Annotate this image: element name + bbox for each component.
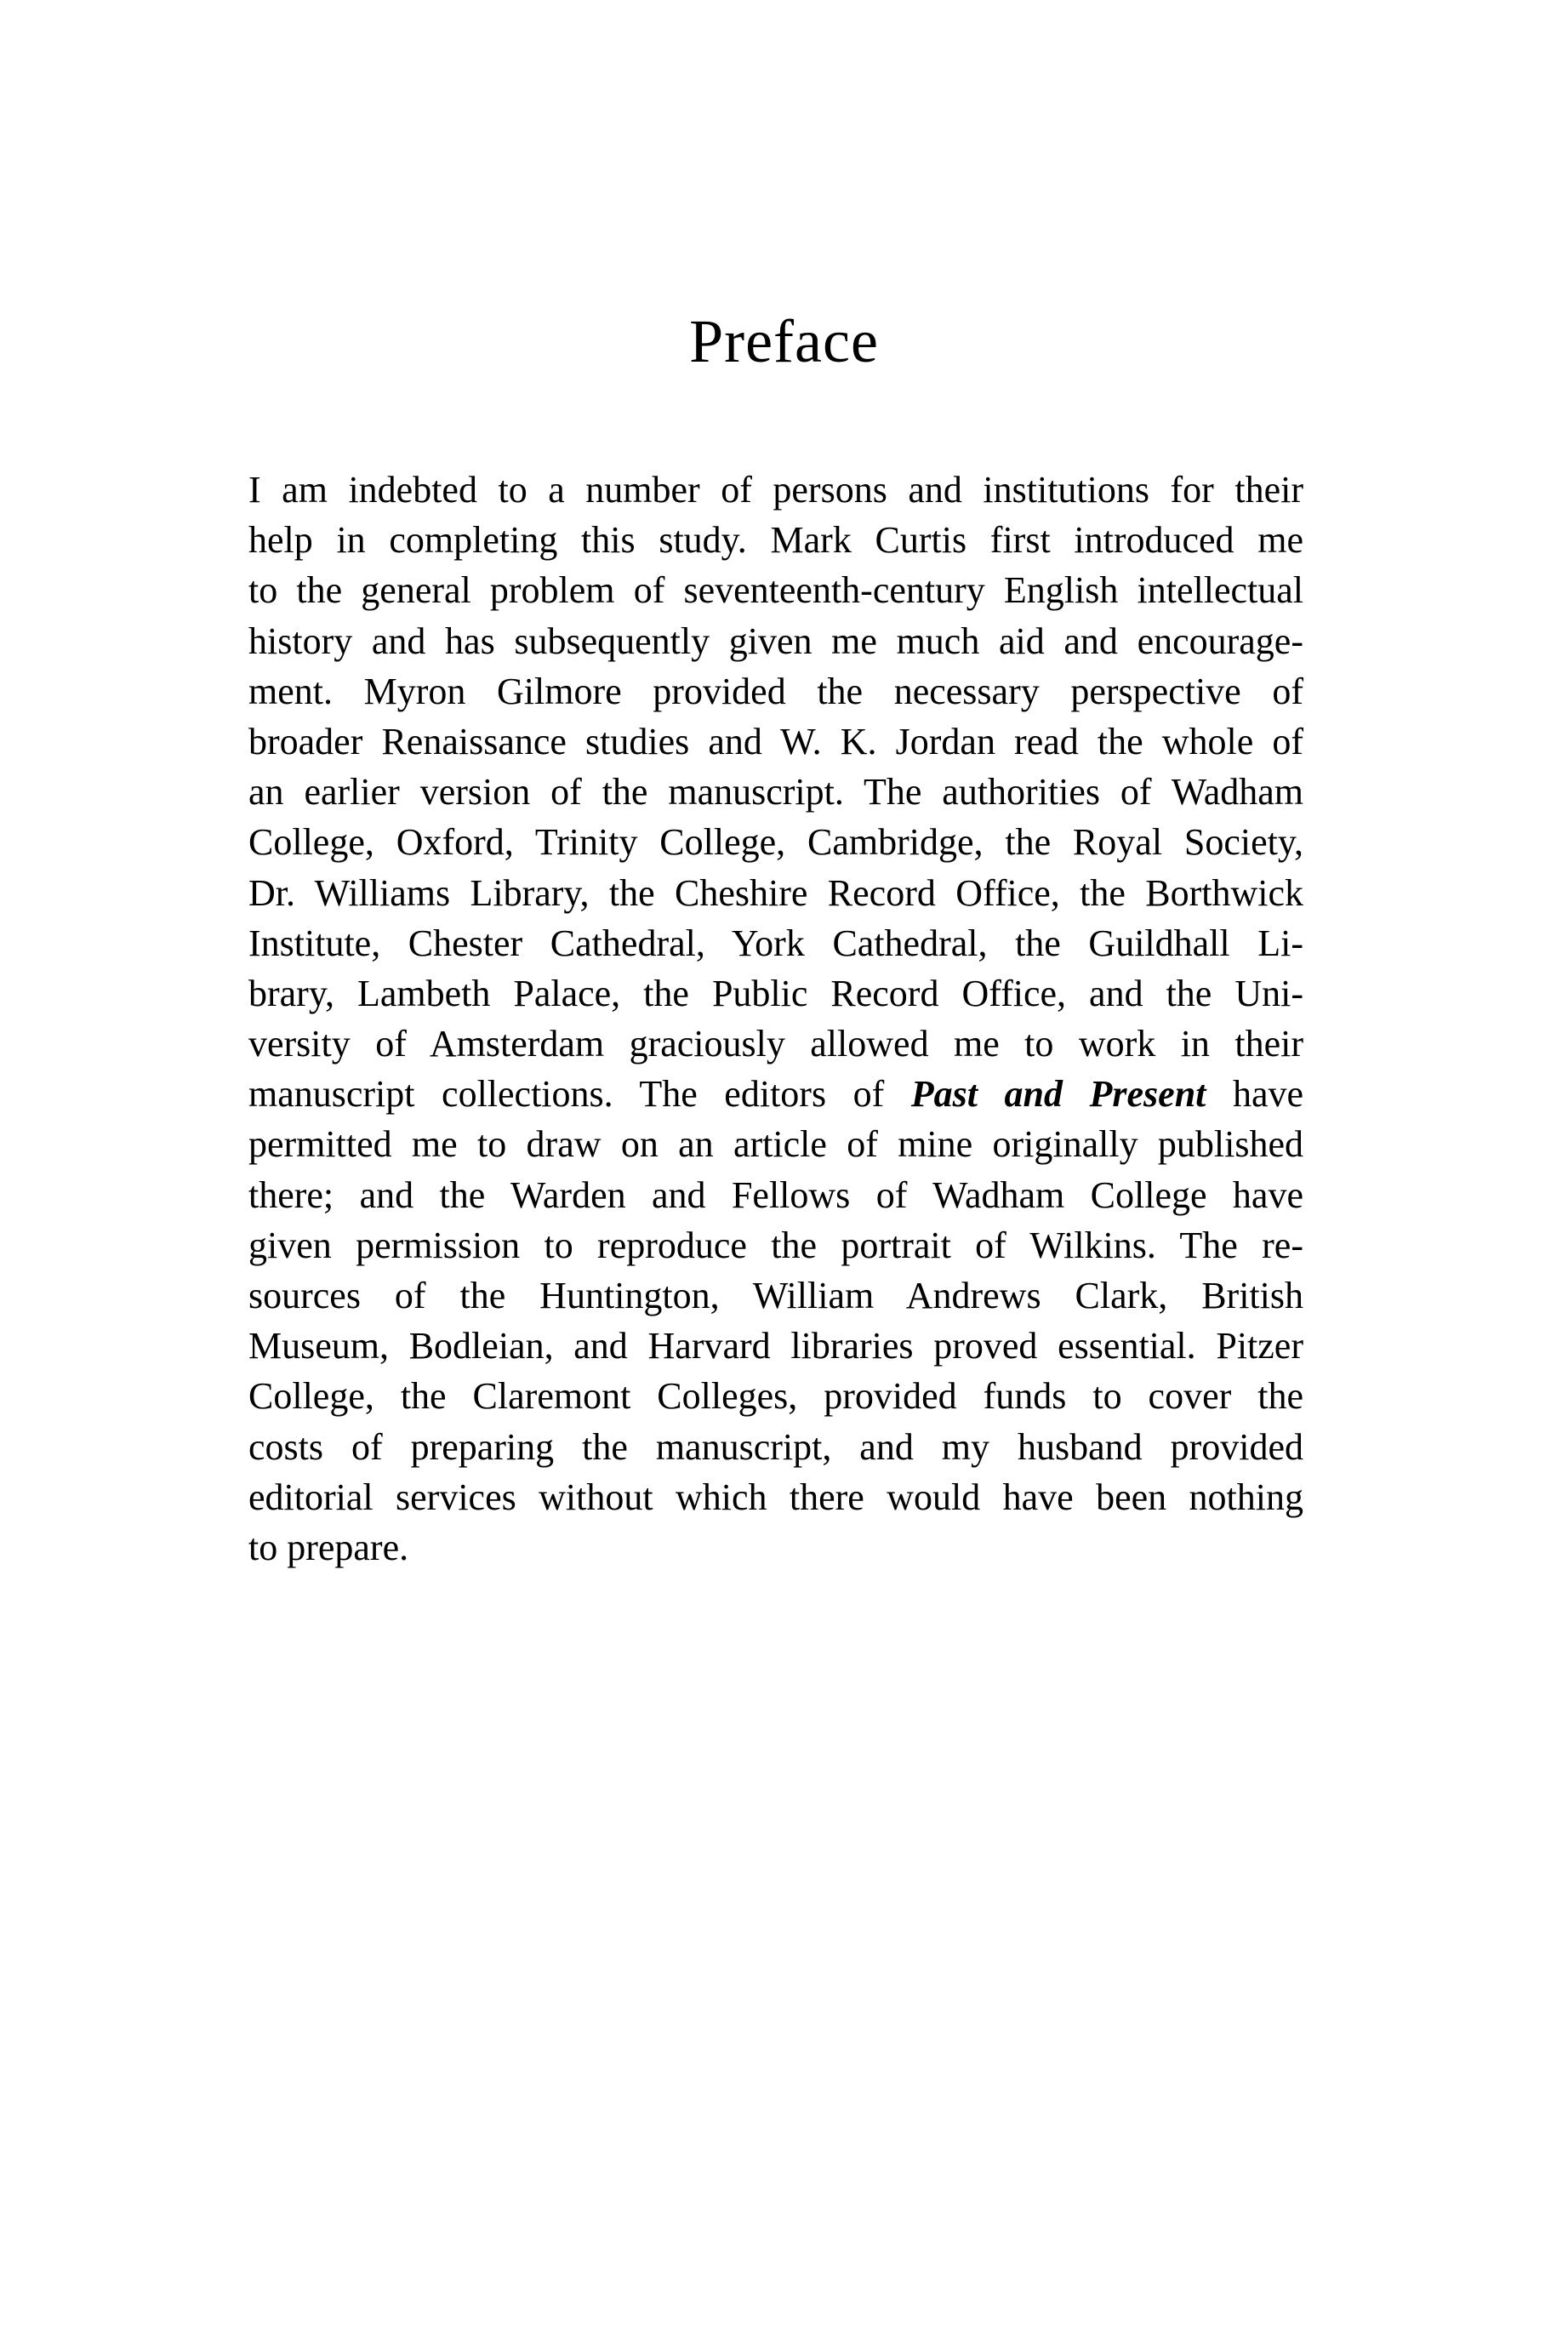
paragraph-line: history and has subsequently given me much aid and encourage- (248, 619, 1303, 662)
paragraph-line: to the general problem of seventeenth-century English intellectual (248, 569, 1303, 612)
preface-paragraph (248, 465, 1303, 1573)
paragraph-line: given permission to reproduce the portrait of Wilkins. The re- (248, 1224, 1303, 1266)
paragraph-line: costs of preparing the manuscript, and my husband provided (248, 1425, 1303, 1468)
paragraph-line: ment. Myron Gilmore provided the necessary perspective of (248, 670, 1303, 712)
paragraph-line: broader Renaissance studies and W. K. Jordan read the whole of (248, 720, 1303, 762)
paragraph-line: sources of the Huntington, William Andrews Clark, British (248, 1275, 1303, 1316)
line-text-after: have (1206, 1073, 1304, 1116)
paragraph-line: help in completing this study. Mark Curtis first introduced me (248, 519, 1303, 562)
paragraph-line: an earlier version of the manuscript. The authorities of Wadham (248, 771, 1303, 813)
paragraph-line: editorial services without which there would have been nothing (248, 1476, 1303, 1518)
paragraph-line-last: to prepare. (248, 1526, 409, 1568)
paragraph-line: Dr. Williams Library, the Cheshire Record Office, the Borthwick (248, 871, 1303, 914)
paragraph-line: versity of Amsterdam graciously allowed me to work in their (248, 1023, 1303, 1065)
paragraph-line-with-title (248, 1069, 1303, 1119)
paragraph-line: I am indebted to a number of persons and institutions for their (248, 469, 1303, 511)
journal-title: Past and Present (910, 1073, 1206, 1116)
paragraph-line: Museum, Bodleian, and Harvard libraries proved essential. Pitzer (248, 1325, 1303, 1367)
paragraph-line: Institute, Chester Cathedral, York Cathedral, the Guildhall Li- (248, 922, 1303, 964)
paragraph-line: College, the Claremont Colleges, provided funds to cover the (248, 1375, 1303, 1418)
page-title: Preface (689, 307, 879, 375)
paragraph-line: there; and the Warden and Fellows of Wadham College have (248, 1173, 1303, 1216)
paragraph-line: College, Oxford, Trinity College, Cambridge, the Royal Society, (248, 821, 1303, 864)
line-text-before: manuscript collections. The editors of (248, 1073, 911, 1116)
paragraph-line: brary, Lambeth Palace, the Public Record Office, and the Uni- (248, 972, 1303, 1014)
paragraph-line: permitted me to draw on an article of mine originally published (248, 1123, 1303, 1166)
